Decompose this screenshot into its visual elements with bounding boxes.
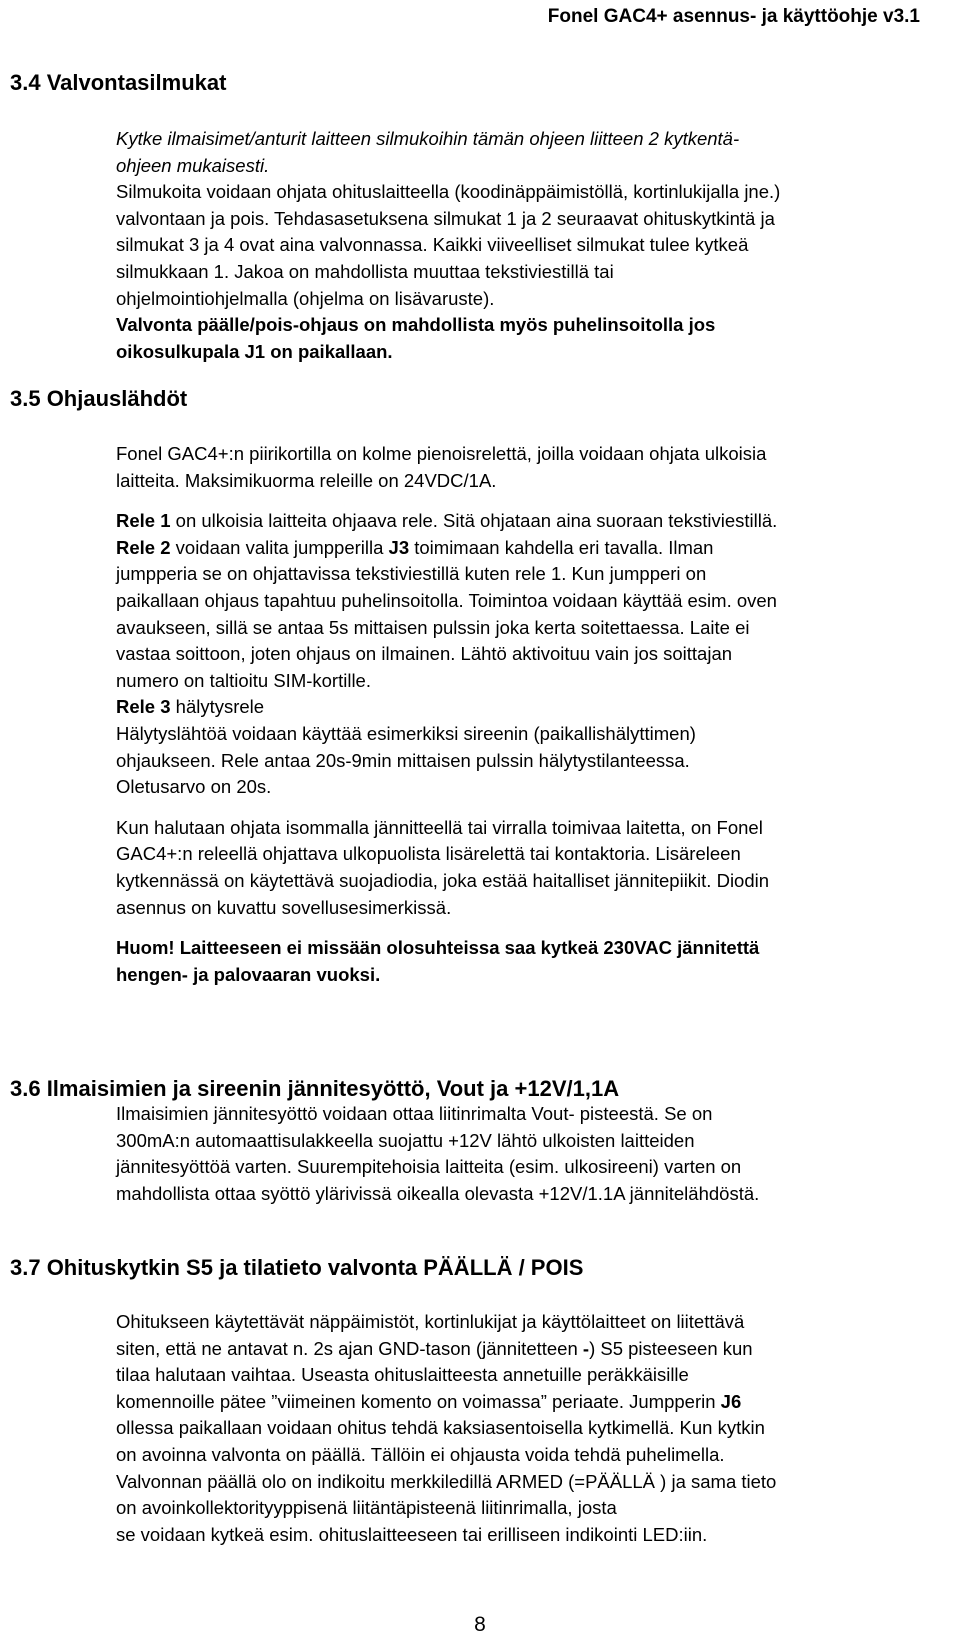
jumper-j6: J6 [720,1390,742,1412]
page-number: 8 [474,1613,486,1636]
text-part: ) S5 pisteeseen kun [589,1337,753,1359]
text-line: avaukseen, sillä se antaa 5s mittaisen pulssin joka kerta soitettaessa. Laite ei [116,616,750,638]
text-line: asennus on kuvattu sovellusesimerkissä. [116,896,452,918]
text-line: Hälytyslähtöä voidaan käyttää esimerkiksi sireenin (paikallishälyttimen) [116,722,696,744]
text-line: tilaa halutaan vaihtaa. Useasta ohituslaitteesta annetuille peräkkäisille [116,1364,689,1386]
heading-3-4: 3.4 Valvontasilmukat [10,70,227,95]
text-line: valvontaan ja pois. Tehdasasetuksena silmukat 1 ja 2 seuraavat ohituskytkintä ja [116,207,775,229]
text-line: ohjeen mukaisesti. [116,154,270,176]
section-3-5-body [116,441,942,988]
text-line: ollessa paikallaan voidaan ohitus tehdä kaksiasentoisella kytkimellä. Kun kytkin [116,1417,765,1439]
text-line: Ilmaisimien jännitesyöttö voidaan ottaa liitinrimalta Vout- pisteestä. Se on [116,1103,713,1124]
text-line: Valvonnan päällä olo on indikoitu merkkiledillä ARMED (=PÄÄLLÄ ) ja sama tieto [116,1470,777,1492]
heading-3-7: 3.7 Ohituskytkin S5 ja tilatieto valvonta PÄÄLLÄ / POIS [10,1255,584,1280]
text-line: GAC4+:n releellä ohjattava ulkopuolista lisärelettä tai kontaktoria. Lisäreleen [116,843,741,865]
text-line: numero on taltioitu SIM-kortille. [116,669,371,691]
relay-3-label: Rele 3 [116,696,171,718]
text-line: se voidaan kytkeä esim. ohituslaitteeseen tai erilliseen indikointi LED:iin. [116,1523,708,1545]
text-line: jännitesyöttöä varten. Suurempitehoisia laitteita (esim. ulkosireeni) varten on [116,1156,742,1178]
text-part: komennoille pätee ”viimeinen komento on voimassa” periaate. Jumpperin [116,1390,721,1412]
relay-1-label: Rele 1 [116,510,171,532]
text-line: Ohitukseen käytettävät näppäimistöt, kortinlukijat ja käyttölaitteet on liitettävä [116,1311,745,1332]
heading-3-6: 3.6 Ilmaisimien ja sireenin jännitesyöttö, Vout ja +12V/1,1A [10,1076,620,1101]
relay-2-text: voidaan valita jumpperilla [170,536,389,558]
warning-line: hengen- ja palovaaran vuoksi. [116,963,381,985]
text-line: mahdollista ottaa syöttö ylärivissä oikealla olevasta +12V/1.1A jännitelähdöstä. [116,1182,760,1204]
text-line: kytkennässä on käytettävä suojadiodia, joka estää haitalliset jännitepiikit. Diodin [116,869,770,891]
text-line: on avoinkollektorityyppisenä liitäntäpisteenä liitinrimalla, josta [116,1497,617,1519]
page-header-title: Fonel GAC4+ asennus- ja käyttöohje v3.1 [547,6,920,27]
jumper-j3: J3 [388,536,410,558]
relay-1-text: on ulkoisia laitteita ohjaava rele. Sitä ohjataan aina suoraan tekstiviestillä. [170,510,778,532]
text-line: silmukkaan 1. Jakoa on mahdollista muuttaa tekstiviestillä tai [116,260,614,282]
text-line: Kun halutaan ohjata isommalla jännitteellä tai virralla toimivaa laitetta, on Fonel [116,816,763,838]
relay-2-label: Rele 2 [116,536,171,558]
section-3-4-body [116,126,942,365]
text-line: vastaa soittoon, joten ohjaus on ilmainen. Lähtö aktivoituu vain jos soittajan [116,643,733,665]
text-line: on avoinna valvonta on päällä. Tällöin ei ohjausta voida tehdä puhelimella. [116,1443,725,1465]
text-line: silmukat 3 ja 4 ovat aina valvonnassa. Kaikki viiveelliset silmukat tulee kytkeä [116,234,749,256]
text-line: paikallaan ohjaus tapahtuu puhelinsoitolla. Toimintoa voidaan käyttää esim. oven [116,589,777,611]
section-3-7-body [116,1309,942,1548]
text-line: Valvonta päälle/pois-ohjaus on mahdollista myös puhelinsoitolla jos [116,314,716,336]
text-line: Oletusarvo on 20s. [116,776,272,798]
relay-2-line [116,535,942,562]
minus-sign: - [582,1337,590,1359]
text-line: Fonel GAC4+:n piirikortilla on kolme pienoisrelettä, joilla voidaan ohjata ulkoisia [116,443,767,464]
text-line: ohjelmointiohjelmalla (ohjelma on lisävaruste). [116,287,495,309]
relay-3-line [116,694,942,721]
relay-3-text: hälytysrele [170,696,265,718]
section-3-6-body [116,1101,942,1207]
text-line [116,1389,942,1416]
text-line: oikosulkupala J1 on paikallaan. [116,340,393,362]
text-line: jumpperia se on ohjattavissa tekstiviestillä kuten rele 1. Kun jumpperi on [116,563,707,585]
warning-line: Huom! Laitteeseen ei missään olosuhteissa saa kytkeä 230VAC jännitettä [116,937,760,959]
text-part: siten, että ne antavat n. 2s ajan GND-tason (jännitetteen [116,1337,583,1359]
relay-2-text-end: toimimaan kahdella eri tavalla. Ilman [409,536,714,558]
relay-1-line [116,508,942,535]
text-line: 300mA:n automaattisulakkeella suojattu +12V lähtö ulkoisten laitteiden [116,1129,695,1151]
heading-3-5: 3.5 Ohjauslähdöt [10,386,188,411]
text-line: ohjaukseen. Rele antaa 20s-9min mittaisen pulssin hälytystilanteessa. [116,749,690,771]
text-line [116,1336,942,1363]
text-line: laitteita. Maksimikuorma releille on 24VDC/1A. [116,469,497,491]
text-line: Silmukoita voidaan ohjata ohituslaitteella (koodinäppäimistöllä, kortinlukijalla jne.) [116,181,781,203]
text-line: Kytke ilmaisimet/anturit laitteen silmukoihin tämän ohjeen liitteen 2 kytkentä- [116,128,740,149]
